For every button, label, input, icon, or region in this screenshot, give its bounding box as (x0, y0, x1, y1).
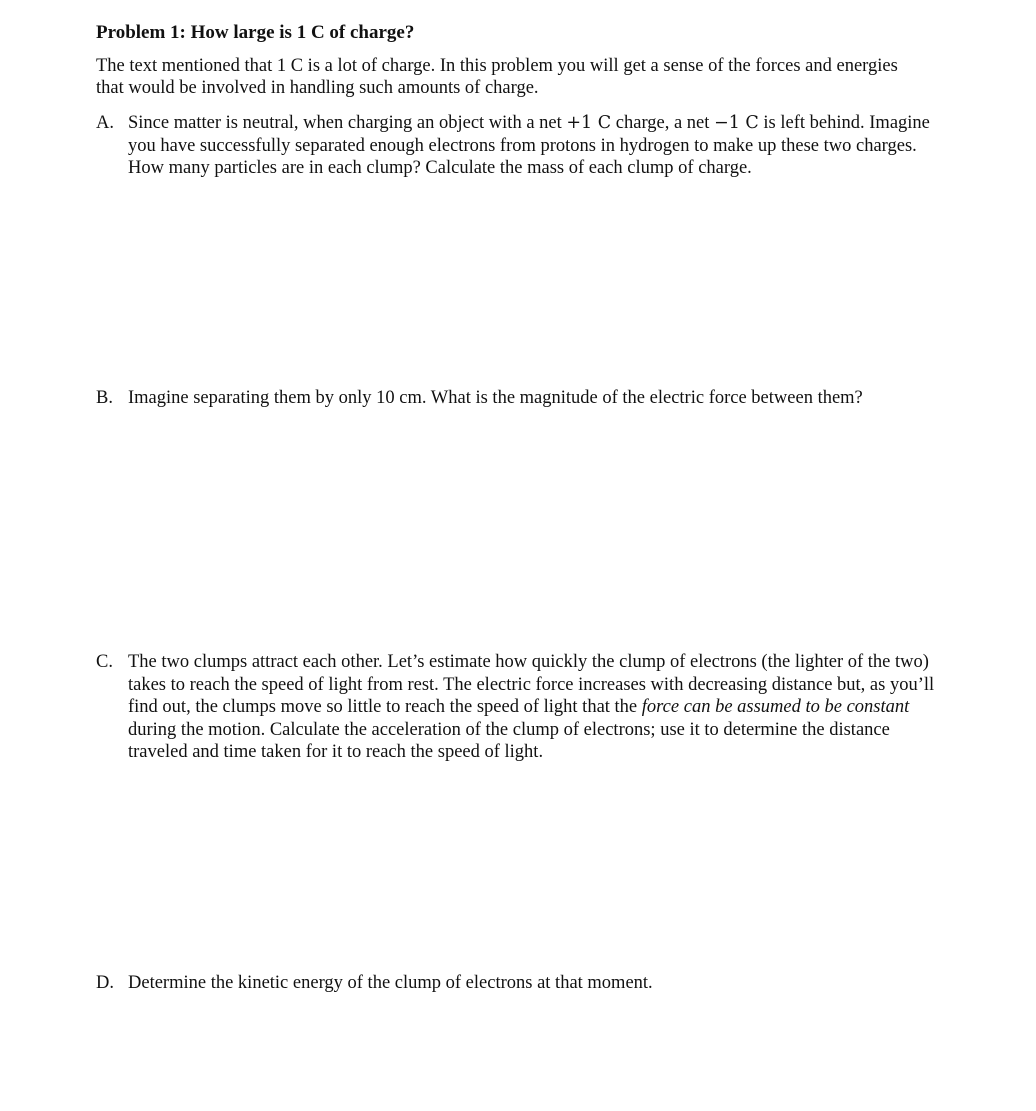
part-a-math-positive-charge: +1 C (566, 113, 612, 133)
part-b-text: Imagine separating them by only 10 cm. What is the magnitude of the electric force between them? (128, 388, 863, 408)
part-c-text (128, 651, 936, 764)
part-a-text (128, 112, 936, 180)
part-c-letter: C. (96, 652, 113, 672)
part-c-seg2: during the motion. Calculate the acceleration of the clump of electrons; use it to determine the distance traveled and time taken for it to reach the speed of light. (128, 719, 890, 762)
part-d-letter: D. (96, 973, 114, 993)
part-a-seg2: charge, a net (611, 113, 715, 133)
part-d (96, 972, 936, 995)
problem-intro: The text mentioned that 1 C is a lot of charge. In this problem you will get a sense of the forces and energies that would be involved in handling such amounts of charge. (96, 56, 898, 98)
part-a (96, 112, 936, 180)
part-c (96, 651, 936, 764)
part-c-italic-phrase: force can be assumed to be constant (641, 697, 910, 717)
part-a-seg1: Since matter is neutral, when charging an object with a net (128, 113, 567, 133)
part-a-seg3: is left behind. Imagine you have successfully separated enough electrons from protons in hydrogen to make up these two charges. How many particles are in each clump? Calculate the mass of each clump of charge. (128, 113, 930, 178)
part-b-letter: B. (96, 388, 113, 408)
problem-title: Problem 1: How large is 1 C of charge? (96, 22, 415, 43)
part-d-text: Determine the kinetic energy of the clump of electrons at that moment. (128, 973, 653, 993)
part-a-math-negative-charge: −1 C (714, 113, 759, 133)
part-b (96, 387, 936, 410)
part-c-seg1: The two clumps attract each other. Let’s estimate how quickly the clump of electrons (the lighter of the two) takes to reach the speed of light from rest. The electric force increases with decreasing distance but, as you’ll find out, the clumps move so little to reach the speed of light that the (128, 652, 935, 717)
part-a-letter: A. (96, 113, 114, 133)
